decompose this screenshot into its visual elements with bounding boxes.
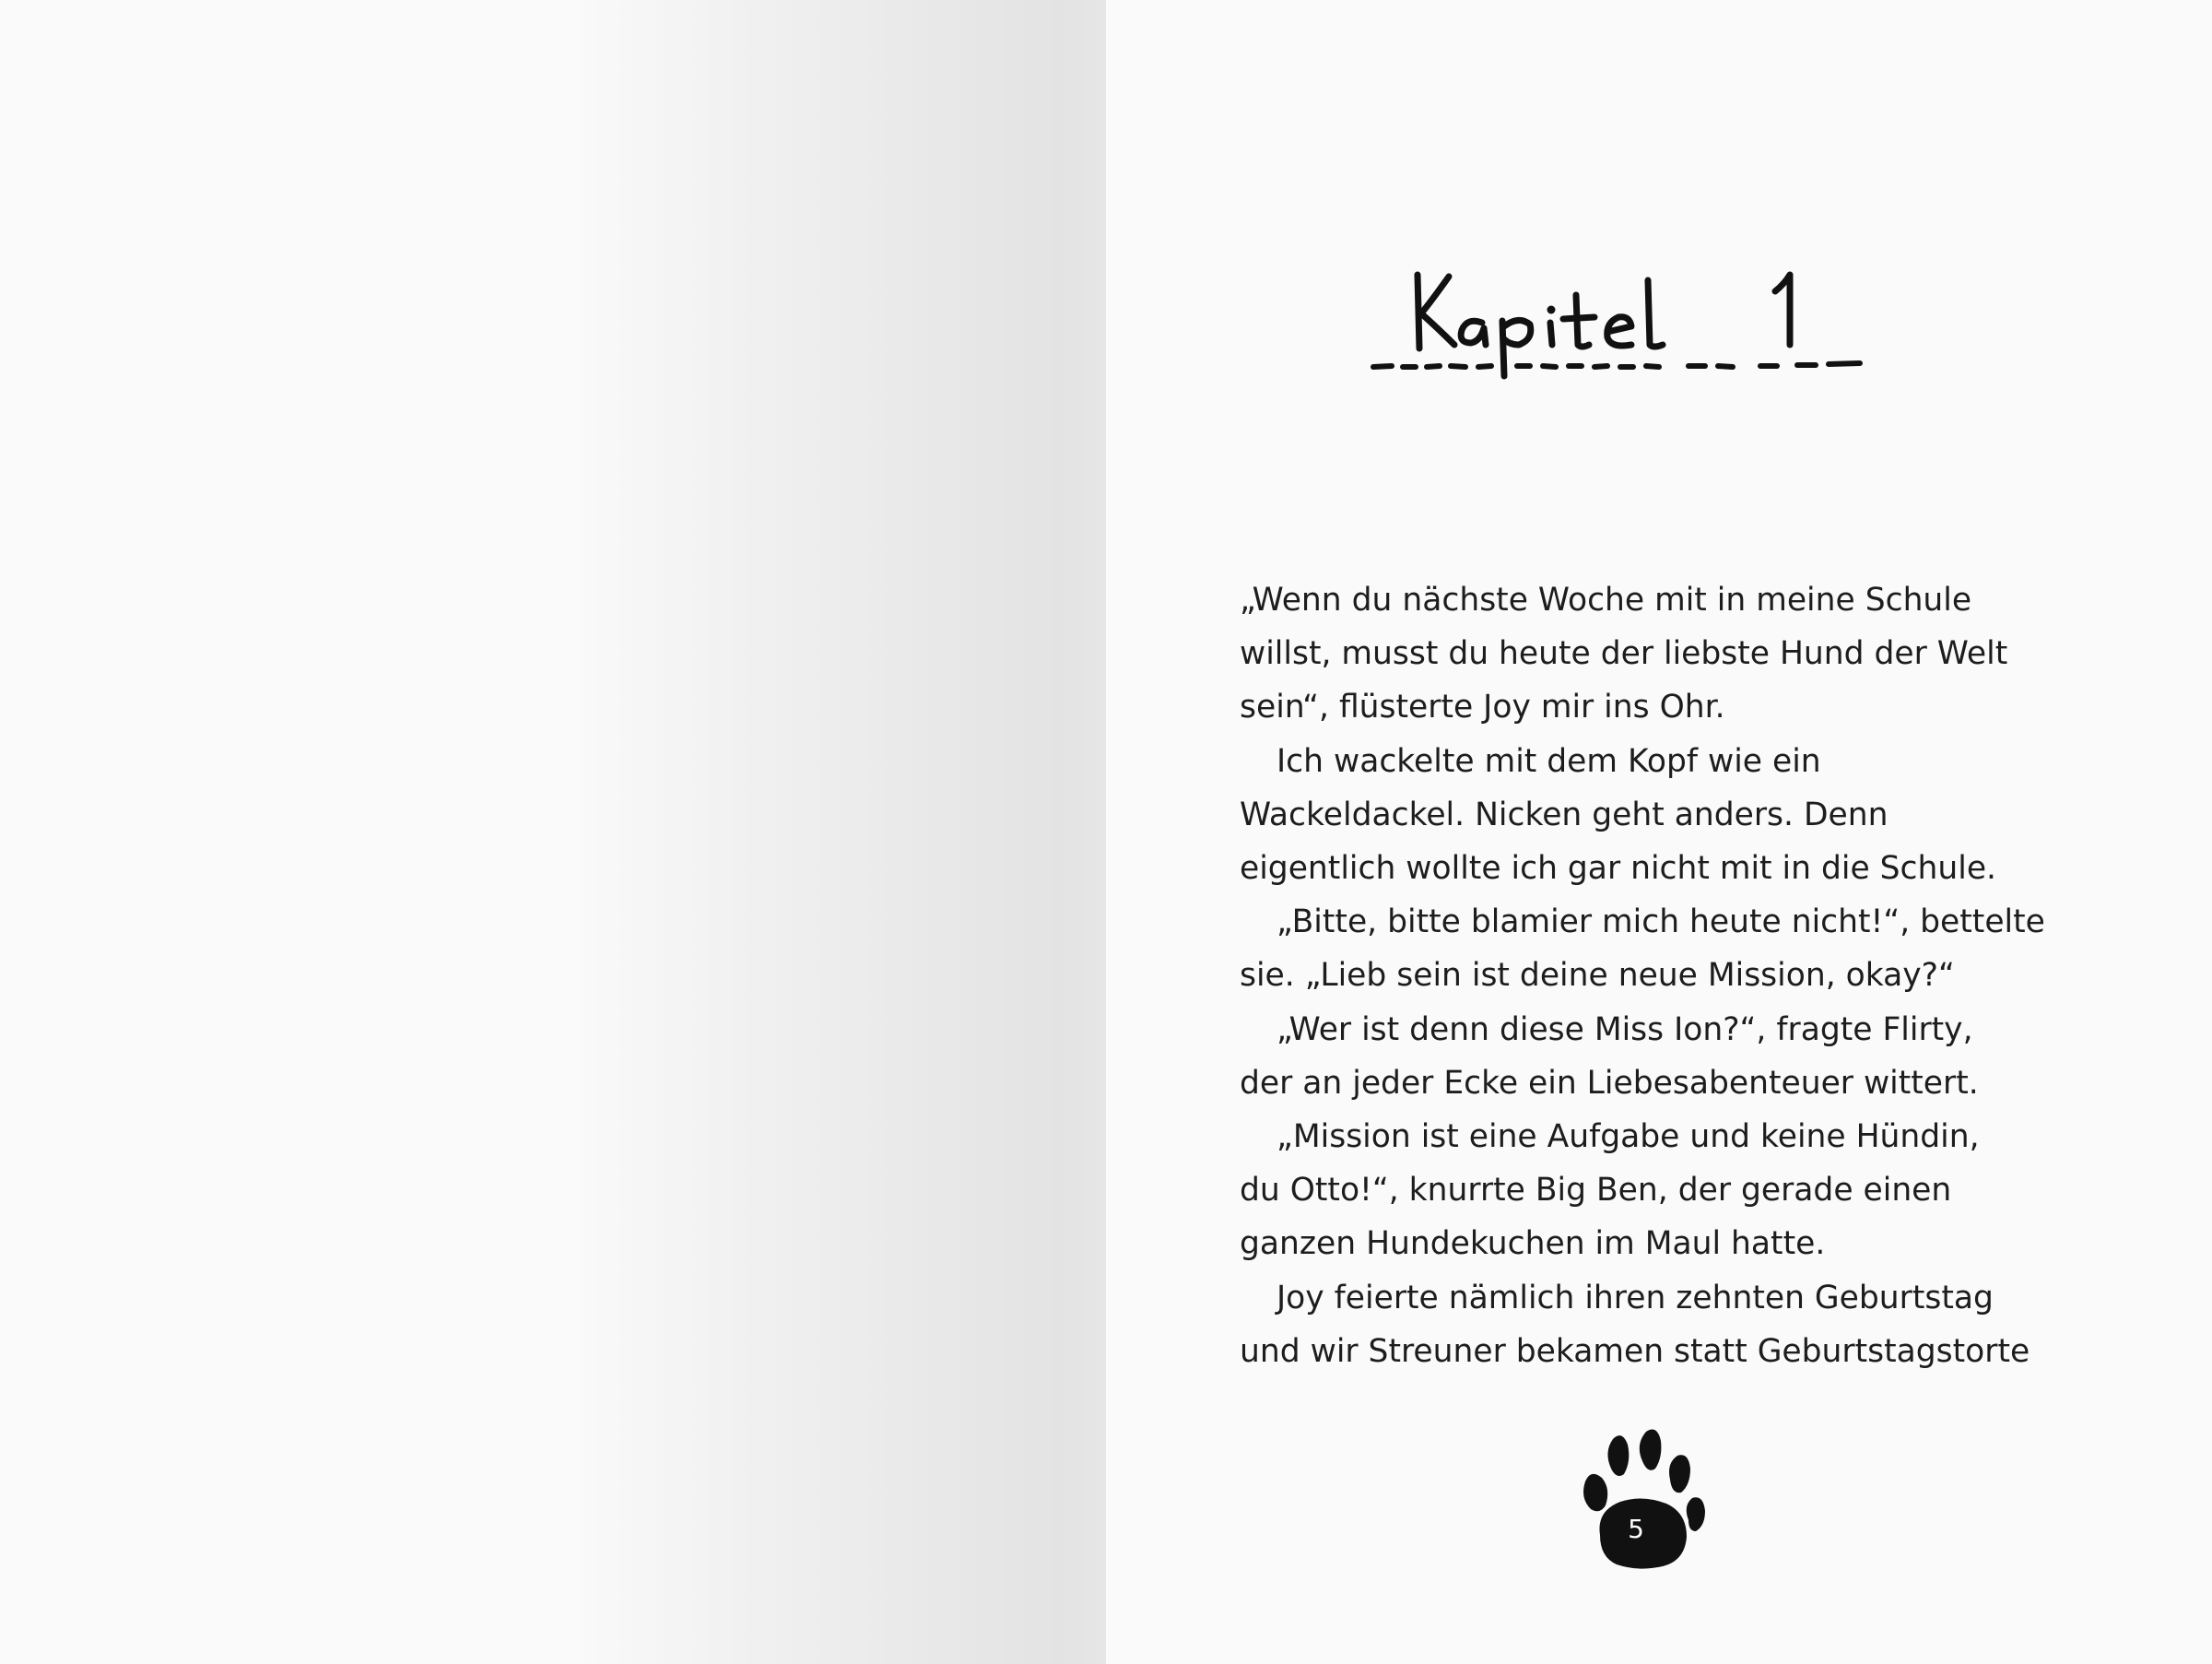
text-line: sie. „Lieb sein ist deine neue Mission, okay?“ bbox=[1240, 957, 1955, 995]
chapter-body-text bbox=[1240, 573, 2051, 1378]
paw-print-icon bbox=[1578, 1424, 1707, 1572]
text-line: „Wenn du nächste Woche mit in meine Schule bbox=[1240, 582, 1972, 619]
text-line: willst, musst du heute der liebste Hund der Welt bbox=[1240, 635, 2008, 673]
text-line: und wir Streuner bekamen statt Geburtstagstorte bbox=[1240, 1332, 2030, 1370]
chapter-heading bbox=[1364, 249, 1917, 396]
text-line: eigentlich wollte ich gar nicht mit in die Schule. bbox=[1240, 850, 1997, 888]
text-line: Ich wackelte mit dem Kopf wie ein bbox=[1277, 742, 1821, 780]
text-line: sein“, flüsterte Joy mir ins Ohr. bbox=[1240, 689, 1725, 726]
text-line: du Otto!“, knurrte Big Ben, der gerade einen bbox=[1240, 1172, 1952, 1210]
chapter-heading-handwritten bbox=[1364, 249, 1917, 396]
text-line: Wackeldackel. Nicken geht anders. Denn bbox=[1240, 796, 1888, 833]
text-line: Joy feierte nämlich ihren zehnten Geburtstag bbox=[1277, 1279, 1994, 1316]
page-number: 5 bbox=[1628, 1514, 1644, 1544]
text-line: ganzen Hundekuchen im Maul hatte. bbox=[1240, 1225, 1826, 1263]
text-line: „Mission ist eine Aufgabe und keine Hündin, bbox=[1277, 1118, 1980, 1156]
text-line: „Wer ist denn diese Miss Ion?“, fragte Flirty, bbox=[1277, 1010, 1973, 1048]
text-line: „Bitte, bitte blamier mich heute nicht!“, bettelte bbox=[1277, 903, 2045, 941]
text-line: der an jeder Ecke ein Liebesabenteuer wittert. bbox=[1240, 1064, 1979, 1102]
